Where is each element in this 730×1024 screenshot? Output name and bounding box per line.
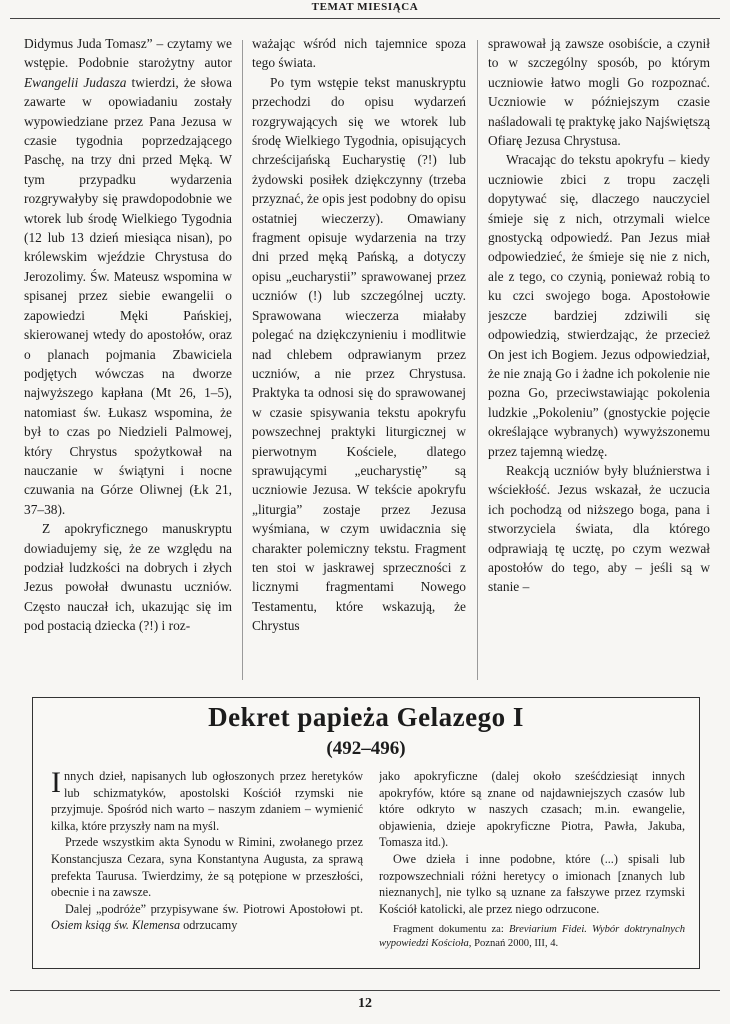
box-left-paragraph-1-text: nnych dzieł, napisanych lub ogłoszonych przez heretyków lub schizmatyków, apostolski Kościół rzymski nie przyjmuje. Spośród nich warto – naszym zdaniem – wymienić kilka, które przyszły nam na myśl. [51,769,363,833]
drop-cap: I [51,768,61,799]
article-column-1 [24,34,232,684]
text-run: twierdzi, że słowa zawarte w opowiadaniu zostały wypowiedziane przez Pana Jezusa w czasie tygodnia poprzedzającego Paschę, na trzy dni przed Męką. W tym przypadku wydarzenia rozgrywałyby się prawdopodobnie we wtorek lub środę Wielkiego Tygodnia (12 lub 13 dzień miesiąca nisan), po królewskim wjeździe Chrystusa do Jerozolimy. Św. Mateusz wspomina w spisanej przez siebie ewangelii o zapowiedzi Męki Pańskiej, skierowanej wtedy do apostołów, oraz o planach pojmania Zbawiciela podjętych wówczas na dworze najwyższego kapłana (Mt 26, 1–5), natomiast św. Łukasz wspomina, że był to czas po Niedzieli Palmowej, który Chrystus spożytkował na nauczanie w świątyni i nocne czuwania na Górze Oliwnej (Łk 21, 37–38). [24,74,232,517]
box-subtitle: (492–496) [326,738,406,759]
box-right-paragraph-1: jako apokryficzne (dalej około sześćdziesiąt innych apokryfów, które są znane od najdawniejszych czasów lub które odkryto w naszych czasach; m.in. ewangelie, objawienia, dzieje apokryficzne Piotra, Pawła, Jakuba, Tomasza itd.). [379,769,685,850]
italic-run: Osiem ksiąg św. Klemensa [51,918,181,933]
text-run: odrzucamy [180,918,238,933]
section-title: TEMAT MIESIĄCA [311,1,419,13]
col1-paragraph-2: Z apokryficznego manuskryptu dowiadujemy się, że ze względu na podział ludzkości na dobrych i złych Jezus powołał dwunastu uczniów. Często nauczał ich, ukazując się im pod postacią dziecka (?!) i roz- [24,521,232,634]
page-number: 12 [358,996,372,1011]
italic-run: Ewangelii Judasza [24,74,127,90]
box-left-paragraph-1 [51,768,363,834]
column-divider-1 [242,40,243,680]
box-title: Dekret papieża Gelazego I [208,702,524,732]
column-divider-2 [477,40,478,680]
box-column-right [379,768,685,964]
box-right-paragraph-2: Owe dzieła i inne podobne, które (...) spisali lub rozpowszechniali różni heretycy o imionach [znanych lub nieznanych], nie tylko są uznane za fałszywe przez rzymski Kościół katolicki, ale przez niego odrzucone. [379,851,685,916]
article-column-2 [252,34,466,684]
sidebar-box-decree [32,697,700,969]
running-header [0,0,730,20]
source-note [379,923,685,951]
text-run: Fragment dokumentu za: [393,924,509,936]
col3-paragraph-1: sprawował ją zawsze osobiście, a czynił to w szczególny sposób, po którym uczniowie łatwo mogli Go rozpoznać. Uczniowie w późniejszym czasie naśladowali tę praktykę jako Najświętszą Ofiarę Jezusa Chrystusa. [488,36,710,149]
col3-paragraph-2: Wracając do tekstu apokryfu – kiedy uczniowie zbici z tropu zaczęli dopytywać się, dlaczego nauczyciel śmieje się z nich, otrzymali wielce gnostycką odpowiedź. Pan Jezus miał odpowiedzieć, że śmieje się nie z nich, ale z tego, co czynią, ponieważ robią to ku czci swojego boga. Apostołowie jeszcze bardziej zdziwili się odpowiedzią, stwierdzając, że przecież On jest ich Bogiem. Jezus odpowiedział, że nie znają Go i żadne ich pokolenie nie pozna Go, przeciwstawiając pokolenia ludzkie „Pokoleniu” (gnostyckie pojęcie określające wybranych) wywyższonemu przez tajemną wiedzę. [488,152,710,459]
box-left-paragraph-3 [51,901,363,934]
footer-rule [10,990,720,991]
text-run: , Poznań 2000, III, 4. [468,938,559,950]
col1-paragraph-1 [24,34,232,519]
text-run: Dalej „podróże” przypisywane św. Piotrowi Apostołowi pt. [65,901,363,916]
text-run: Didymus Juda Tomasz” – czytamy we wstępie. Podobnie starożytny autor [24,36,232,71]
col3-paragraph-3: Reakcją uczniów były bluźnierstwa i wściekłość. Jezus wskazał, że uczucia ich pochodzą od niższego boga, pana i stworzyciela świata, dla którego odprawiają tę ucztę, po czym wezwał apostołów do tego, aby – jeśli są w stanie – [488,462,710,595]
box-left-paragraph-2: Przede wszystkim akta Synodu w Rimini, zwołanego przez Konstancjusza Cezara, syna Konstantyna Augusta, za sprawą prefekta Taurusa. Twierdzimy, że są potępione w przeszłości, obecnie i na zawsze. [51,835,363,900]
header-rule [10,18,720,19]
italic-run: Breviarium Fidei. Wybór doktrynalnych wypowiedzi Kościoła [379,924,685,950]
article-column-3 [488,34,710,684]
box-column-left [51,768,363,964]
col2-paragraph-1: ważając wśród nich tajemnice spoza tego świata. [252,36,466,71]
col2-paragraph-2: Po tym wstępie tekst manuskryptu przechodzi do opisu wydarzeń rozgrywających się we wtorek lub środę Wielkiego Tygodnia, opisujących chrześcijańską Eucharystię (?!) lub żydowski posiłek dziękczynny (trzeba przyznać, że opis jest podobny do opisu ostatniej wieczerzy). Omawiany fragment opisuje wydarzenia na trzy dni przed męką Pańską, a dotyczy opisu „eucharystii” sprawowanej przez uczniów (!) lub szczególnej uczty. Sprawowana wieczerza miałaby polegać na dziękczynieniu i modlitwie nad chlebem odprawianym przez uczniów, a nie przez Chrystusa. Praktyka ta odnosi się do sprawowanej w czasie spisywania tekstu apokryfu powszechnej praktyki liturgicznej w pierwotnym Kościele, dlatego sprawującymi „eucharystię” są uczniowie Jezusa. W tekście apokryfu „liturgia” zostaje przez Jezusa wyśmiana, w czym uwidacznia się charakter polemiczny tekstu. Fragment ten stoi w jaskrawej sprzeczności z licznymi fragmentami Nowego Testamentu, które wskazują, że Chrystus [252,74,466,634]
